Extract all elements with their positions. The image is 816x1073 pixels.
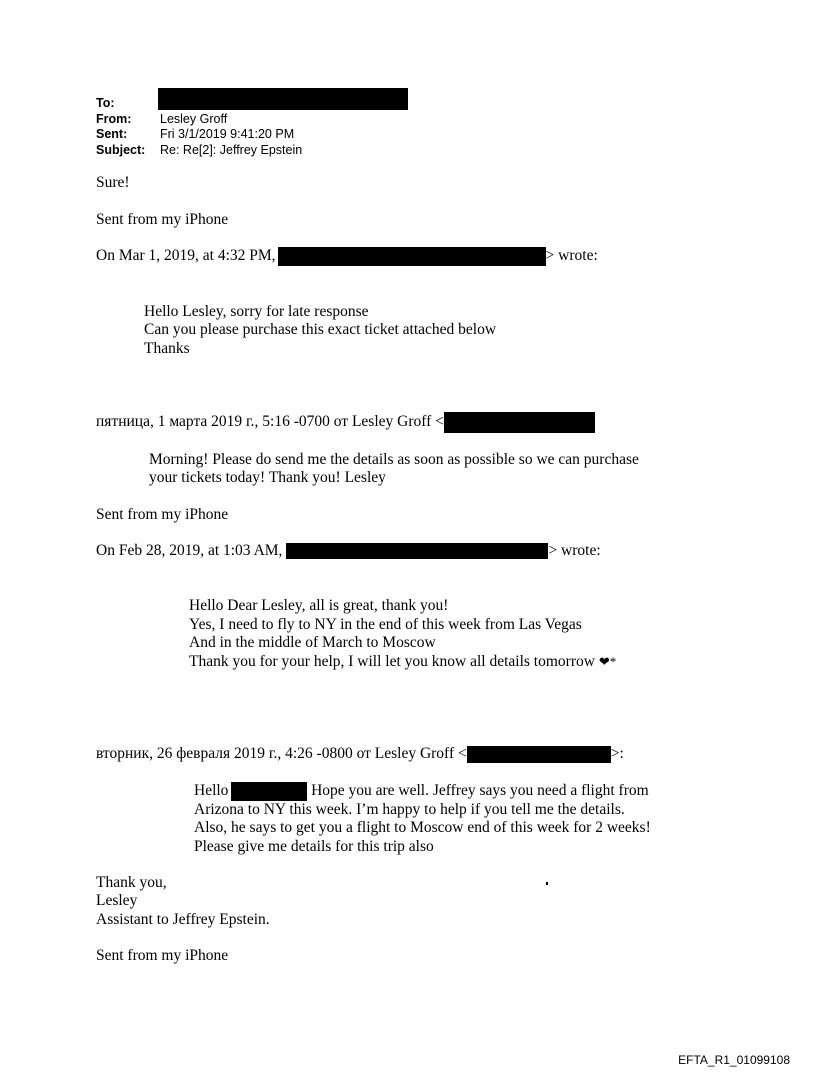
- heart-icon: ❤*: [598, 654, 617, 669]
- quote-header-4-intro: вторник, 26 февраля 2019 г., 4:26 -0800 от Lesley Groff <: [96, 745, 467, 762]
- message-4-line-1-rest: . Hope you are well. Jeffrey says you need a flight from: [303, 782, 649, 799]
- message-1-line-1: Hello Lesley, sorry for late response: [144, 303, 369, 320]
- to-label: To:: [96, 96, 115, 110]
- signature-line-2: Lesley: [96, 892, 138, 909]
- message-4-line-1: [194, 781, 649, 801]
- message-4-line-2: Arizona to NY this week. I’m happy to help if you tell me the details.: [194, 801, 625, 818]
- redaction-box: [286, 543, 548, 559]
- quote-header-3-suffix: > wrote:: [548, 542, 601, 559]
- email-header: [96, 96, 408, 158]
- quote-header-3: [96, 541, 601, 560]
- redaction-box: [444, 412, 595, 433]
- to-row: [96, 96, 408, 112]
- reply-text: Sure!: [96, 174, 130, 191]
- subject-value: Re: Re[2]: Jeffrey Epstein: [160, 142, 303, 157]
- quote-header-4: [96, 744, 624, 763]
- document-id: EFTA_R1_01099108: [678, 1053, 790, 1067]
- message-3-line-4-text: Thank you for your help, I will let you know all details tomorrow: [189, 653, 595, 670]
- message-4-line-3: Also, he says to get you a flight to Moscow end of this week for 2 weeks!: [194, 819, 651, 836]
- from-row: [96, 112, 408, 128]
- redaction-box: [231, 782, 307, 801]
- from-value: Lesley Groff: [160, 111, 228, 126]
- message-3-line-3: And in the middle of March to Moscow: [189, 634, 436, 651]
- subject-row: [96, 143, 408, 159]
- sent-from-iphone: Sent from my iPhone: [96, 506, 229, 523]
- sent-label: Sent:: [96, 127, 128, 141]
- signature-line-3: Assistant to Jeffrey Epstein.: [96, 911, 270, 928]
- message-3-line-2: Yes, I need to fly to NY in the end of this week from Las Vegas: [189, 616, 582, 633]
- message-4-hello: Hello: [194, 782, 229, 799]
- redaction-box: [158, 88, 408, 110]
- message-4-line-4: Please give me details for this trip also: [194, 838, 434, 855]
- message-1-line-3: Thanks: [144, 340, 190, 357]
- sent-value: Fri 3/1/2019 9:41:20 PM: [160, 127, 295, 141]
- quote-header-1-intro: On Mar 1, 2019, at 4:32 PM,: [96, 247, 276, 264]
- redaction-box: [278, 247, 546, 266]
- quote-header-2-intro: пятница, 1 марта 2019 г., 5:16 -0700 от Lesley Groff <: [96, 413, 444, 431]
- quote-header-1-suffix: > wrote:: [545, 247, 598, 264]
- message-3-line-4: [189, 652, 616, 671]
- quote-header-4-suffix: >:: [610, 745, 624, 762]
- message-2-line-2: your tickets today! Thank you! Lesley: [149, 469, 386, 486]
- quote-header-1: [96, 246, 598, 266]
- stray-mark: [546, 882, 548, 885]
- quote-header-3-intro: On Feb 28, 2019, at 1:03 AM,: [96, 542, 283, 559]
- sent-from-iphone: Sent from my iPhone: [96, 947, 229, 964]
- sent-row: [96, 127, 408, 143]
- message-1-line-2: Can you please purchase this exact ticket attached below: [144, 321, 497, 338]
- message-3-line-1: Hello Dear Lesley, all is great, thank you!: [189, 597, 449, 614]
- sent-from-iphone: Sent from my iPhone: [96, 211, 229, 228]
- message-2-line-1: Morning! Please do send me the details as soon as possible so we can purchase: [149, 451, 639, 468]
- subject-label: Subject:: [96, 142, 146, 157]
- signature-line-1: Thank you,: [96, 874, 167, 891]
- redaction-box: [467, 746, 611, 763]
- quote-header-2: [96, 412, 595, 433]
- from-label: From:: [96, 111, 132, 126]
